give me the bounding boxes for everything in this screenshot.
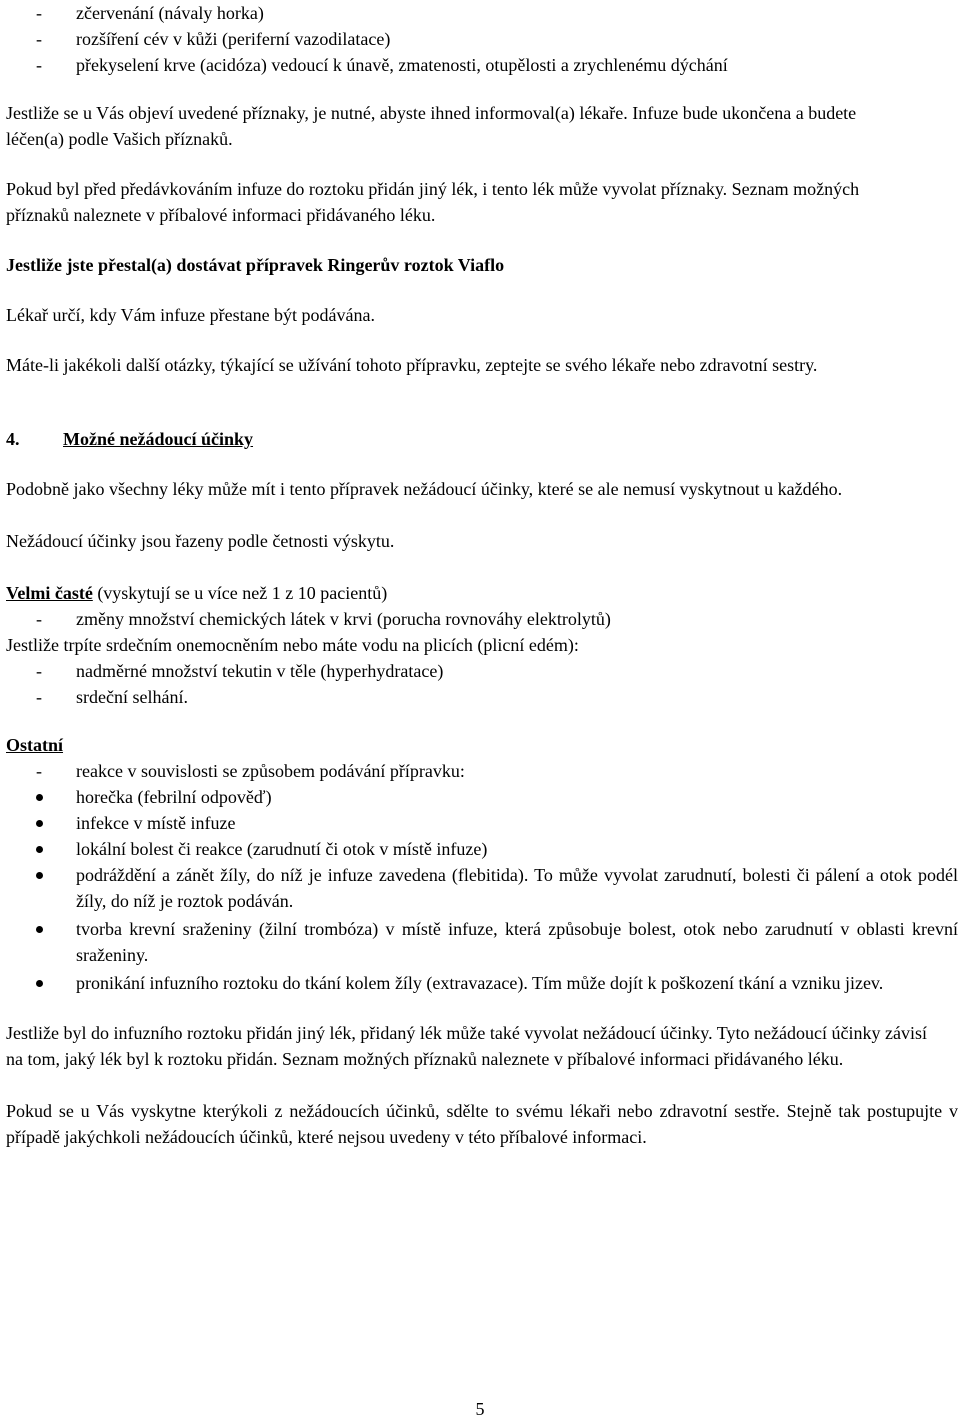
dash-marker: -	[36, 661, 42, 681]
list-item-text: lokální bolest či reakce (zarudnutí či otok v místě infuze)	[76, 839, 488, 859]
section-number: 4.	[6, 429, 20, 449]
paragraph-doctor-decides: Lékař určí, kdy Vám infuze přestane být podávána.	[6, 305, 376, 325]
list-item	[6, 26, 958, 52]
list-item	[6, 606, 958, 632]
list-item-text: zčervenání (návaly horka)	[76, 3, 264, 23]
dash-marker: -	[36, 687, 42, 707]
other-dash-list	[6, 758, 958, 784]
list-item	[6, 836, 958, 862]
section-heading	[6, 426, 958, 452]
list-item	[6, 0, 958, 26]
list-item-text: podráždění a zánět žíly, do níž je infuze zavedena (flebitida). To může vyvolat zarudnutí, bolesti či pálení a otok podél žíly, do níž je roztok podáván.	[76, 865, 958, 911]
list-item	[6, 684, 958, 710]
list-item-text: tvorba krevní sraženiny (žilní trombóza) v místě infuze, která způsobuje bolest, otok nebo zarudnutí v oblasti krevní sraženiny.	[76, 919, 958, 965]
very-common-list	[6, 606, 958, 632]
list-item	[6, 784, 958, 810]
paragraph-like-all-medicines: Podobně jako všechny léky může mít i tento přípravek nežádoucí účinky, které se ale nemusí vyskytnout u každého.	[6, 479, 843, 499]
heart-condition-list	[6, 658, 958, 710]
dash-marker: -	[36, 55, 42, 75]
list-item	[6, 758, 958, 784]
list-item-text: překyselení krve (acidóza) vedoucí k únavě, zmatenosti, otupělosti a zrychlenému dýchání	[76, 55, 728, 75]
bullet-marker	[36, 820, 43, 827]
list-item-text: nadměrné množství tekutin v těle (hyperhydratace)	[76, 661, 444, 681]
list-item	[6, 810, 958, 836]
paragraph-report-effects: Pokud se u Vás vyskytne kterýkoli z nežádoucích účinků, sdělte to svému lékaři nebo zdravotní sestře. Stejně tak postupujte v případě jakýchkoli nežádoucích účinků, které nejsou uvedeny v této příbalové informaci.	[6, 1101, 958, 1147]
paragraph-frequency-order: Nežádoucí účinky jsou řazeny podle četnosti výskytu.	[6, 531, 395, 551]
paragraph-inform-doctor: Jestliže se u Vás objeví uvedené příznaky, je nutné, abyste ihned informoval(a) lékaře. Infuze bude ukončena a budete léčen(a) podle Vašich příznaků.	[6, 103, 857, 149]
dash-marker: -	[36, 29, 42, 49]
leaflet-page	[6, 0, 958, 1150]
list-item-text: infekce v místě infuze	[76, 813, 236, 833]
section-title: Možné nežádoucí účinky	[63, 429, 254, 449]
list-item	[6, 862, 958, 914]
dash-marker: -	[36, 3, 42, 23]
dash-marker: -	[36, 609, 42, 629]
symptom-list	[6, 0, 958, 78]
bullet-marker	[36, 846, 43, 853]
list-item-text: reakce v souvislosti se způsobem podávání přípravku:	[76, 761, 465, 781]
list-item-text: změny množství chemických látek v krvi (porucha rovnováhy elektrolytů)	[76, 609, 611, 629]
very-common-heading	[6, 580, 958, 606]
heading-stopped-treatment: Jestliže jste přestal(a) dostávat přípravek Ringerův roztok Viaflo	[6, 255, 505, 275]
heart-condition-line: Jestliže trpíte srdečním onemocněním nebo máte vodu na plicích (plicní edém):	[6, 635, 579, 655]
bullet-marker	[36, 980, 43, 987]
other-heading: Ostatní	[6, 735, 64, 755]
paragraph-questions: Máte-li jakékoli další otázky, týkající se užívání tohoto přípravku, zeptejte se svého lékaře nebo zdravotní sestry.	[6, 355, 818, 375]
list-item-text: horečka (febrilní odpověď)	[76, 787, 272, 807]
paragraph-added-drug: Pokud byl před předávkováním infuze do roztoku přidán jiný lék, i tento lék může vyvolat příznaky. Seznam možných příznaků naleznete v příbalové informaci přidávaného léku.	[6, 179, 860, 225]
bullet-marker	[36, 794, 43, 801]
very-common-description: (vyskytují se u více než 1 z 10 pacientů)	[92, 583, 388, 603]
list-item	[6, 658, 958, 684]
list-item-text: srdeční selhání.	[76, 687, 188, 707]
list-item-text: pronikání infuzního roztoku do tkání kolem žíly (extravazace). Tím může dojít k poškození tkání a vzniku jizev.	[76, 973, 884, 993]
very-common-label: Velmi časté	[6, 583, 93, 603]
bullet-marker	[36, 926, 43, 933]
list-item	[6, 970, 958, 996]
other-bullet-list	[6, 784, 958, 996]
dash-marker: -	[36, 761, 42, 781]
paragraph-added-drug-effects: Jestliže byl do infuzního roztoku přidán jiný lék, přidaný lék může také vyvolat nežádoucí účinky. Tyto nežádoucí účinky závisí na tom, jaký lék byl k roztoku přidán. Seznam možných příznaků naleznete v příbalové informaci přidávaného léku.	[6, 1023, 927, 1069]
list-item	[6, 52, 958, 78]
list-item	[6, 916, 958, 968]
page-number: 5	[475, 1399, 485, 1419]
list-item-text: rozšíření cév v kůži (periferní vazodilatace)	[76, 29, 391, 49]
bullet-marker	[36, 872, 43, 879]
